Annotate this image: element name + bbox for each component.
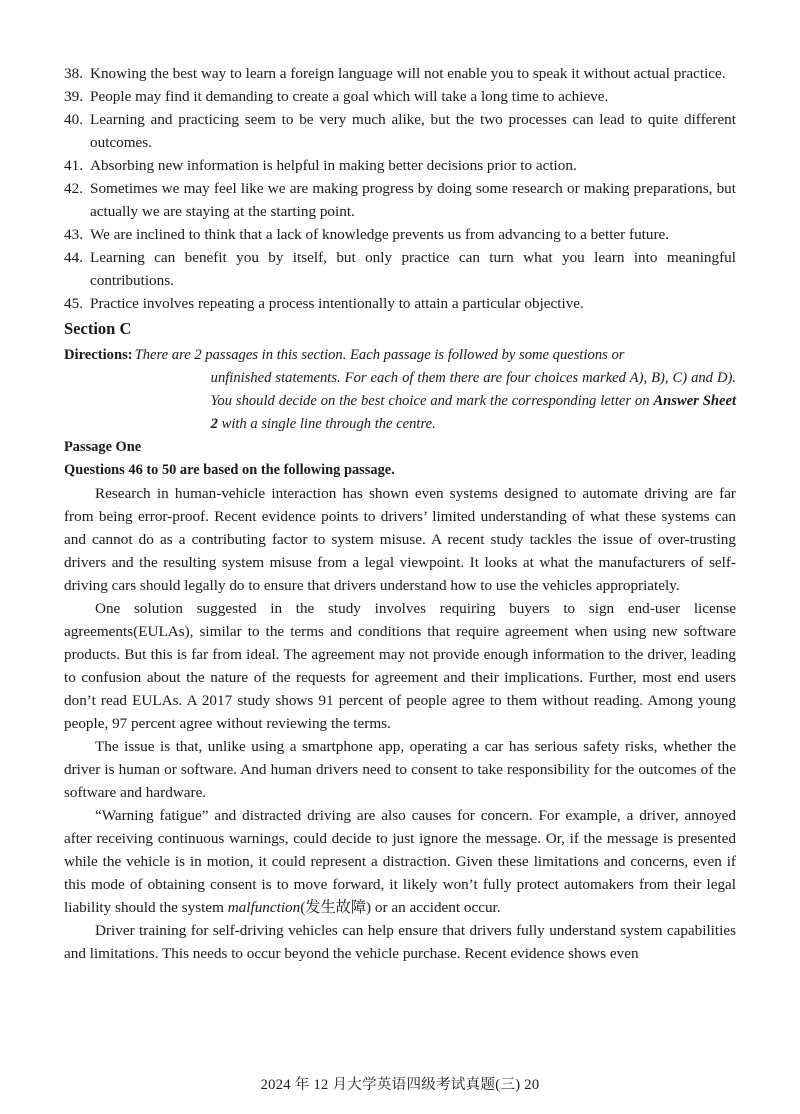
directions-label: Directions: [64,347,133,363]
statement-number: 39. [64,88,83,105]
passage-label: Passage One [64,439,142,455]
directions-rest-b: with a single line through the centre. [221,416,436,432]
statement-list [64,62,736,315]
statement-item [64,154,736,177]
statement-number: 42. [64,180,83,197]
answer-sheet-ref: Answer Sheet 2 [210,393,737,432]
passage-paragraph: Driver training for self-driving vehicles can help ensure that drivers fully understand system capabilities and limitations. This needs to occur beyond the vehicle purchase. Recent evidence shows even [64,922,736,962]
questions-label: Questions 46 to 50 are based on the following passage. [64,462,395,478]
statement-item [64,223,736,246]
passage-body [64,482,736,965]
statement-text: Learning can benefit you by itself, but only practice can turn what you learn into meaningful contributions. [90,249,736,289]
passage-paragraph: One solution suggested in the study involves requiring buyers to sign end-user license agreements(EULAs), similar to the terms and conditions that require agreement when using new software products. But this is far from ideal. The agreement may not provide enough information to the driver, leading to confusion about the nature of the requests for agreement and their implications. Further, most end users don’t read EULAs. A 2017 study shows 91 percent of people agree to them without reading. Among young people, 97 percent agree without reviewing the terms. [64,600,736,732]
directions-rest-a: unfinished statements. For each of them there are four choices marked A), B), C) and D). You should decide on the best choice and mark the corresponding letter on [210,370,736,409]
directions-continued [135,367,736,436]
page-footer: 2024 年 12 月大学英语四级考试真题(三) 20 [260,1077,540,1093]
page-content [64,62,736,965]
directions-line-1: There are 2 passages in this section. Each passage is followed by some questions or [134,347,625,363]
statement-text: We are inclined to think that a lack of knowledge prevents us from advancing to a better future. [90,226,670,243]
statement-text: People may find it demanding to create a goal which will take a long time to achieve. [90,88,609,105]
para4-end: or an accident occur. [374,899,501,916]
chinese-gloss: (发生故障) [300,899,372,916]
statement-text: Practice involves repeating a process intentionally to attain a particular objective. [90,295,584,312]
statement-number: 45. [64,295,83,312]
section-title: Section C [64,319,132,338]
statement-item [64,62,736,85]
statement-number: 41. [64,157,83,174]
statement-item [64,246,736,292]
statement-item [64,177,736,223]
statement-item [64,85,736,108]
statement-item [64,108,736,154]
glossed-term: malfunction [227,899,301,916]
para4-text: “Warning fatigue” and distracted driving are also causes for concern. For example, a driver, annoyed after receiving continuous warnings, could decide to just ignore the message. Or, if the message is presented while the vehicle is in motion, it could represent a distraction. Given these limitations and concerns, even if this mode of obtaining consent is to move forward, it likely won’t fully protect automakers from their legal liability should the system [64,807,736,916]
statement-text: Knowing the best way to learn a foreign language will not enable you to speak it without actual practice. [90,65,726,82]
statement-text: Sometimes we may feel like we are making progress by doing some research or making preparations, but actually we are staying at the starting point. [90,180,736,220]
directions [64,344,736,436]
statement-number: 43. [64,226,83,243]
statement-number: 44. [64,249,83,266]
directions-text [133,344,736,436]
passage-paragraph [64,804,736,919]
statement-text: Absorbing new information is helpful in making better decisions prior to action. [90,157,577,174]
statement-number: 38. [64,65,83,82]
passage-paragraph: Research in human-vehicle interaction has shown even systems designed to automate driving are far from being error-proof. Recent evidence points to drivers’ limited understanding of what these systems can and cannot do as a contributing factor to system misuse. A recent study tackles the issue of over-trusting drivers and the resulting system misuse from a legal viewpoint. It looks at what the manufacturers of self-driving cars should legally do to ensure that drivers understand how to use the vehicles appropriately. [64,485,736,594]
statement-text: Learning and practicing seem to be very much alike, but the two processes can lead to quite different outcomes. [90,111,736,151]
statement-number: 40. [64,111,83,128]
passage-paragraph: The issue is that, unlike using a smartphone app, operating a car has serious safety risks, whether the driver is human or software. And human drivers need to consent to take responsibility for the outcomes of the software and hardware. [64,738,736,801]
statement-item [64,292,736,315]
